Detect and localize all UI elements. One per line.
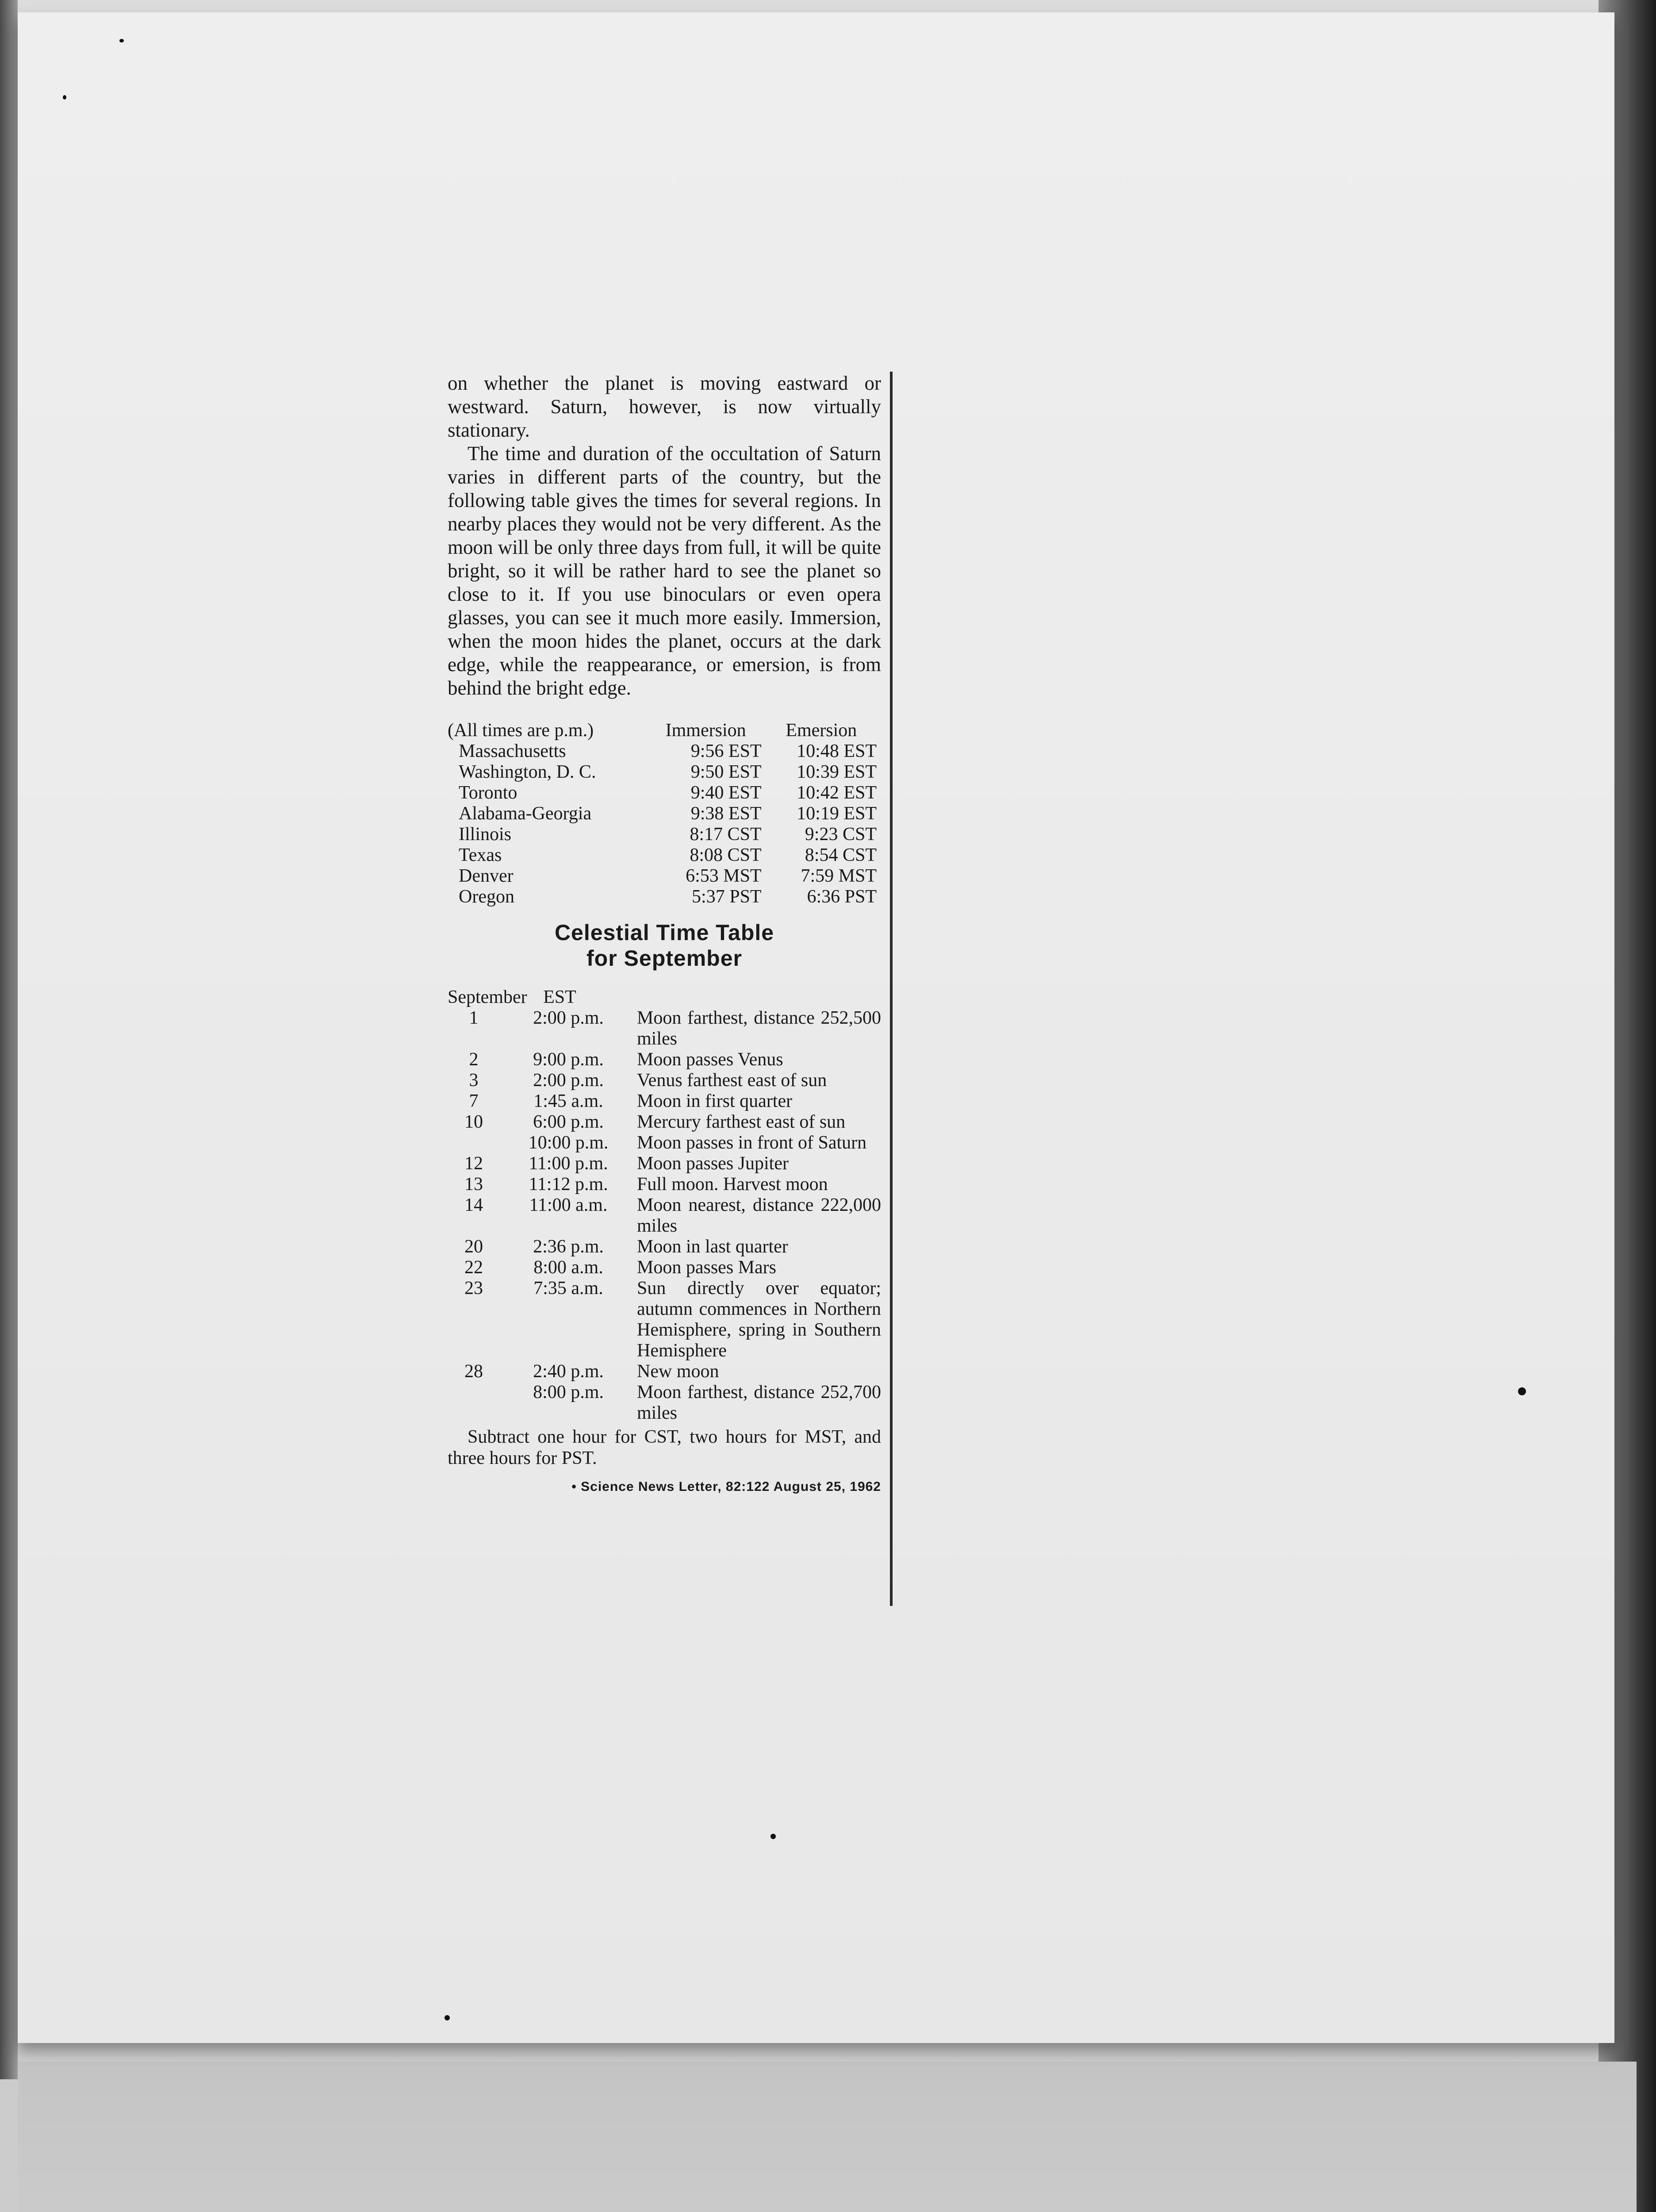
region-cell: Oregon bbox=[459, 887, 514, 907]
time-cell: 8:00 p.m. bbox=[533, 1382, 604, 1402]
table-row bbox=[448, 1195, 881, 1237]
event-cell: Sun directly over equator; autumn commences in Northern Hemisphere, spring in Southern Hemisphere bbox=[637, 1278, 881, 1361]
event-cell: Venus farthest east of sun bbox=[637, 1070, 827, 1091]
table-row bbox=[448, 824, 881, 845]
region-cell: Massachusetts bbox=[459, 741, 566, 761]
timetable-title-line: Celestial Time Table bbox=[554, 920, 774, 945]
time-cell: 9:00 p.m. bbox=[533, 1049, 604, 1070]
table-row bbox=[448, 783, 881, 803]
time-cell: 11:12 p.m. bbox=[529, 1174, 608, 1194]
table-row bbox=[448, 1174, 881, 1195]
timetable-title bbox=[448, 920, 881, 971]
emersion-cell: 10:19 EST bbox=[797, 803, 877, 824]
timetable-header bbox=[448, 987, 881, 1008]
day-cell: 2 bbox=[469, 1049, 479, 1070]
emersion-cell: 6:36 PST bbox=[807, 887, 877, 907]
article-paragraph: The time and duration of the occultation of Saturn varies in different parts of the country, but the following table gives the times for several regions. In nearby places they would not be very different. As the moon will be only three days from full, it will be quite bright, so it will be rather hard to see the planet so close to it. If you use binoculars or even opera glasses, you can see it much more easily. Immersion, when the moon hides the planet, occurs at the dark edge, while the reappearance, or emersion, is from behind the bright edge. bbox=[448, 442, 881, 699]
newspaper-clipping bbox=[448, 372, 881, 1498]
table-row bbox=[448, 1257, 881, 1278]
table-row bbox=[448, 1008, 881, 1049]
emersion-cell: 9:23 CST bbox=[805, 824, 877, 845]
time-cell: 11:00 a.m. bbox=[529, 1195, 608, 1215]
event-cell: Moon farthest, distance 252,500 miles bbox=[637, 1008, 881, 1049]
time-cell: 2:00 p.m. bbox=[533, 1008, 604, 1028]
region-cell: Illinois bbox=[459, 824, 512, 845]
emersion-cell: 10:39 EST bbox=[797, 762, 877, 782]
source-credit: • Science News Letter, 82:122 August 25, 1962 bbox=[571, 1479, 881, 1494]
dust-speck bbox=[770, 1834, 776, 1839]
event-cell: Moon in last quarter bbox=[637, 1237, 788, 1257]
event-cell: Moon farthest, distance 252,700 miles bbox=[637, 1382, 881, 1423]
day-cell: 7 bbox=[469, 1091, 479, 1111]
table-row bbox=[448, 1049, 881, 1070]
day-cell: 12 bbox=[464, 1153, 483, 1174]
emersion-cell: 10:42 EST bbox=[797, 783, 877, 803]
emersion-cell: 10:48 EST bbox=[797, 741, 877, 761]
event-cell: Moon passes in front of Saturn bbox=[637, 1133, 867, 1153]
table-row bbox=[448, 1237, 881, 1257]
table-row bbox=[448, 866, 881, 887]
time-cell: 2:36 p.m. bbox=[533, 1237, 604, 1257]
day-cell: 22 bbox=[464, 1257, 483, 1278]
day-cell: 14 bbox=[464, 1195, 483, 1215]
time-cell: 10:00 p.m. bbox=[528, 1133, 609, 1153]
table-row bbox=[448, 741, 881, 762]
table-row bbox=[448, 887, 881, 907]
timetable-header-month: September bbox=[448, 987, 527, 1007]
time-cell: 8:00 a.m. bbox=[533, 1257, 603, 1278]
table-row bbox=[448, 1278, 881, 1361]
table-row bbox=[448, 803, 881, 824]
table-row bbox=[448, 1070, 881, 1091]
immersion-cell: 9:40 EST bbox=[690, 783, 762, 803]
occultation-table bbox=[448, 720, 881, 907]
day-cell: 28 bbox=[464, 1361, 483, 1382]
occultation-header-immersion: Immersion bbox=[665, 720, 746, 741]
time-cell: 11:00 p.m. bbox=[529, 1153, 608, 1174]
lower-sheet bbox=[18, 2062, 1637, 2212]
event-cell: Mercury farthest east of sun bbox=[637, 1112, 846, 1132]
event-cell: Moon nearest, distance 222,000 miles bbox=[637, 1195, 881, 1236]
region-cell: Alabama-Georgia bbox=[459, 803, 592, 824]
dust-speck bbox=[445, 2015, 450, 2020]
celestial-timetable bbox=[448, 987, 881, 1424]
table-row bbox=[448, 1112, 881, 1133]
time-cell: 2:00 p.m. bbox=[533, 1070, 604, 1091]
dust-speck bbox=[119, 39, 124, 42]
day-cell: 1 bbox=[469, 1008, 479, 1028]
immersion-cell: 8:08 CST bbox=[690, 845, 762, 865]
table-row bbox=[448, 1382, 881, 1424]
table-row bbox=[448, 1361, 881, 1382]
time-cell: 2:40 p.m. bbox=[533, 1361, 604, 1382]
day-cell: 20 bbox=[464, 1237, 483, 1257]
occultation-header-note: (All times are p.m.) bbox=[448, 720, 594, 741]
table-row bbox=[448, 1153, 881, 1174]
timetable-header-cell bbox=[448, 987, 881, 1008]
region-cell: Texas bbox=[459, 845, 502, 865]
event-cell: Moon passes Jupiter bbox=[637, 1153, 789, 1174]
time-cell: 7:35 a.m. bbox=[533, 1278, 603, 1298]
dust-speck bbox=[63, 95, 66, 100]
region-cell: Washington, D. C. bbox=[459, 762, 596, 782]
emersion-cell: 7:59 MST bbox=[801, 866, 877, 886]
column-rule bbox=[890, 372, 893, 1606]
event-cell: Full moon. Harvest moon bbox=[637, 1174, 828, 1194]
time-cell: 6:00 p.m. bbox=[533, 1112, 604, 1132]
event-cell: New moon bbox=[637, 1361, 719, 1382]
timetable-header-zone: EST bbox=[543, 987, 576, 1007]
event-cell: Moon passes Venus bbox=[637, 1049, 783, 1070]
table-row bbox=[448, 845, 881, 866]
immersion-cell: 6:53 MST bbox=[686, 866, 762, 886]
region-cell: Denver bbox=[459, 866, 514, 886]
event-cell: Moon in first quarter bbox=[637, 1091, 793, 1111]
day-cell bbox=[448, 1133, 500, 1153]
immersion-cell: 9:56 EST bbox=[690, 741, 762, 761]
event-cell: Moon passes Mars bbox=[637, 1257, 776, 1278]
day-cell: 3 bbox=[469, 1070, 479, 1091]
day-cell: 13 bbox=[464, 1174, 483, 1194]
table-row bbox=[448, 1091, 881, 1112]
occultation-table-header bbox=[448, 720, 881, 741]
article-paragraph: on whether the planet is moving eastward or westward. Saturn, however, is now virtually stationary. bbox=[448, 372, 881, 441]
immersion-cell: 5:37 PST bbox=[692, 887, 762, 907]
time-cell: 1:45 a.m. bbox=[533, 1091, 603, 1111]
immersion-cell: 8:17 CST bbox=[690, 824, 762, 845]
emersion-cell: 8:54 CST bbox=[805, 845, 877, 865]
day-cell bbox=[448, 1382, 500, 1424]
immersion-cell: 9:38 EST bbox=[690, 803, 762, 824]
timezone-footnote: Subtract one hour for CST, two hours for MST, and three hours for PST. bbox=[448, 1427, 881, 1468]
table-row bbox=[448, 762, 881, 783]
day-cell: 10 bbox=[464, 1112, 483, 1132]
dust-speck bbox=[1518, 1387, 1526, 1395]
scan-left-edge bbox=[0, 0, 18, 2079]
occultation-header-emersion: Emersion bbox=[786, 720, 857, 741]
table-row bbox=[448, 1133, 881, 1153]
timetable-title-line: for September bbox=[586, 946, 742, 971]
day-cell: 23 bbox=[464, 1278, 483, 1298]
region-cell: Toronto bbox=[459, 783, 518, 803]
immersion-cell: 9:50 EST bbox=[690, 762, 762, 782]
